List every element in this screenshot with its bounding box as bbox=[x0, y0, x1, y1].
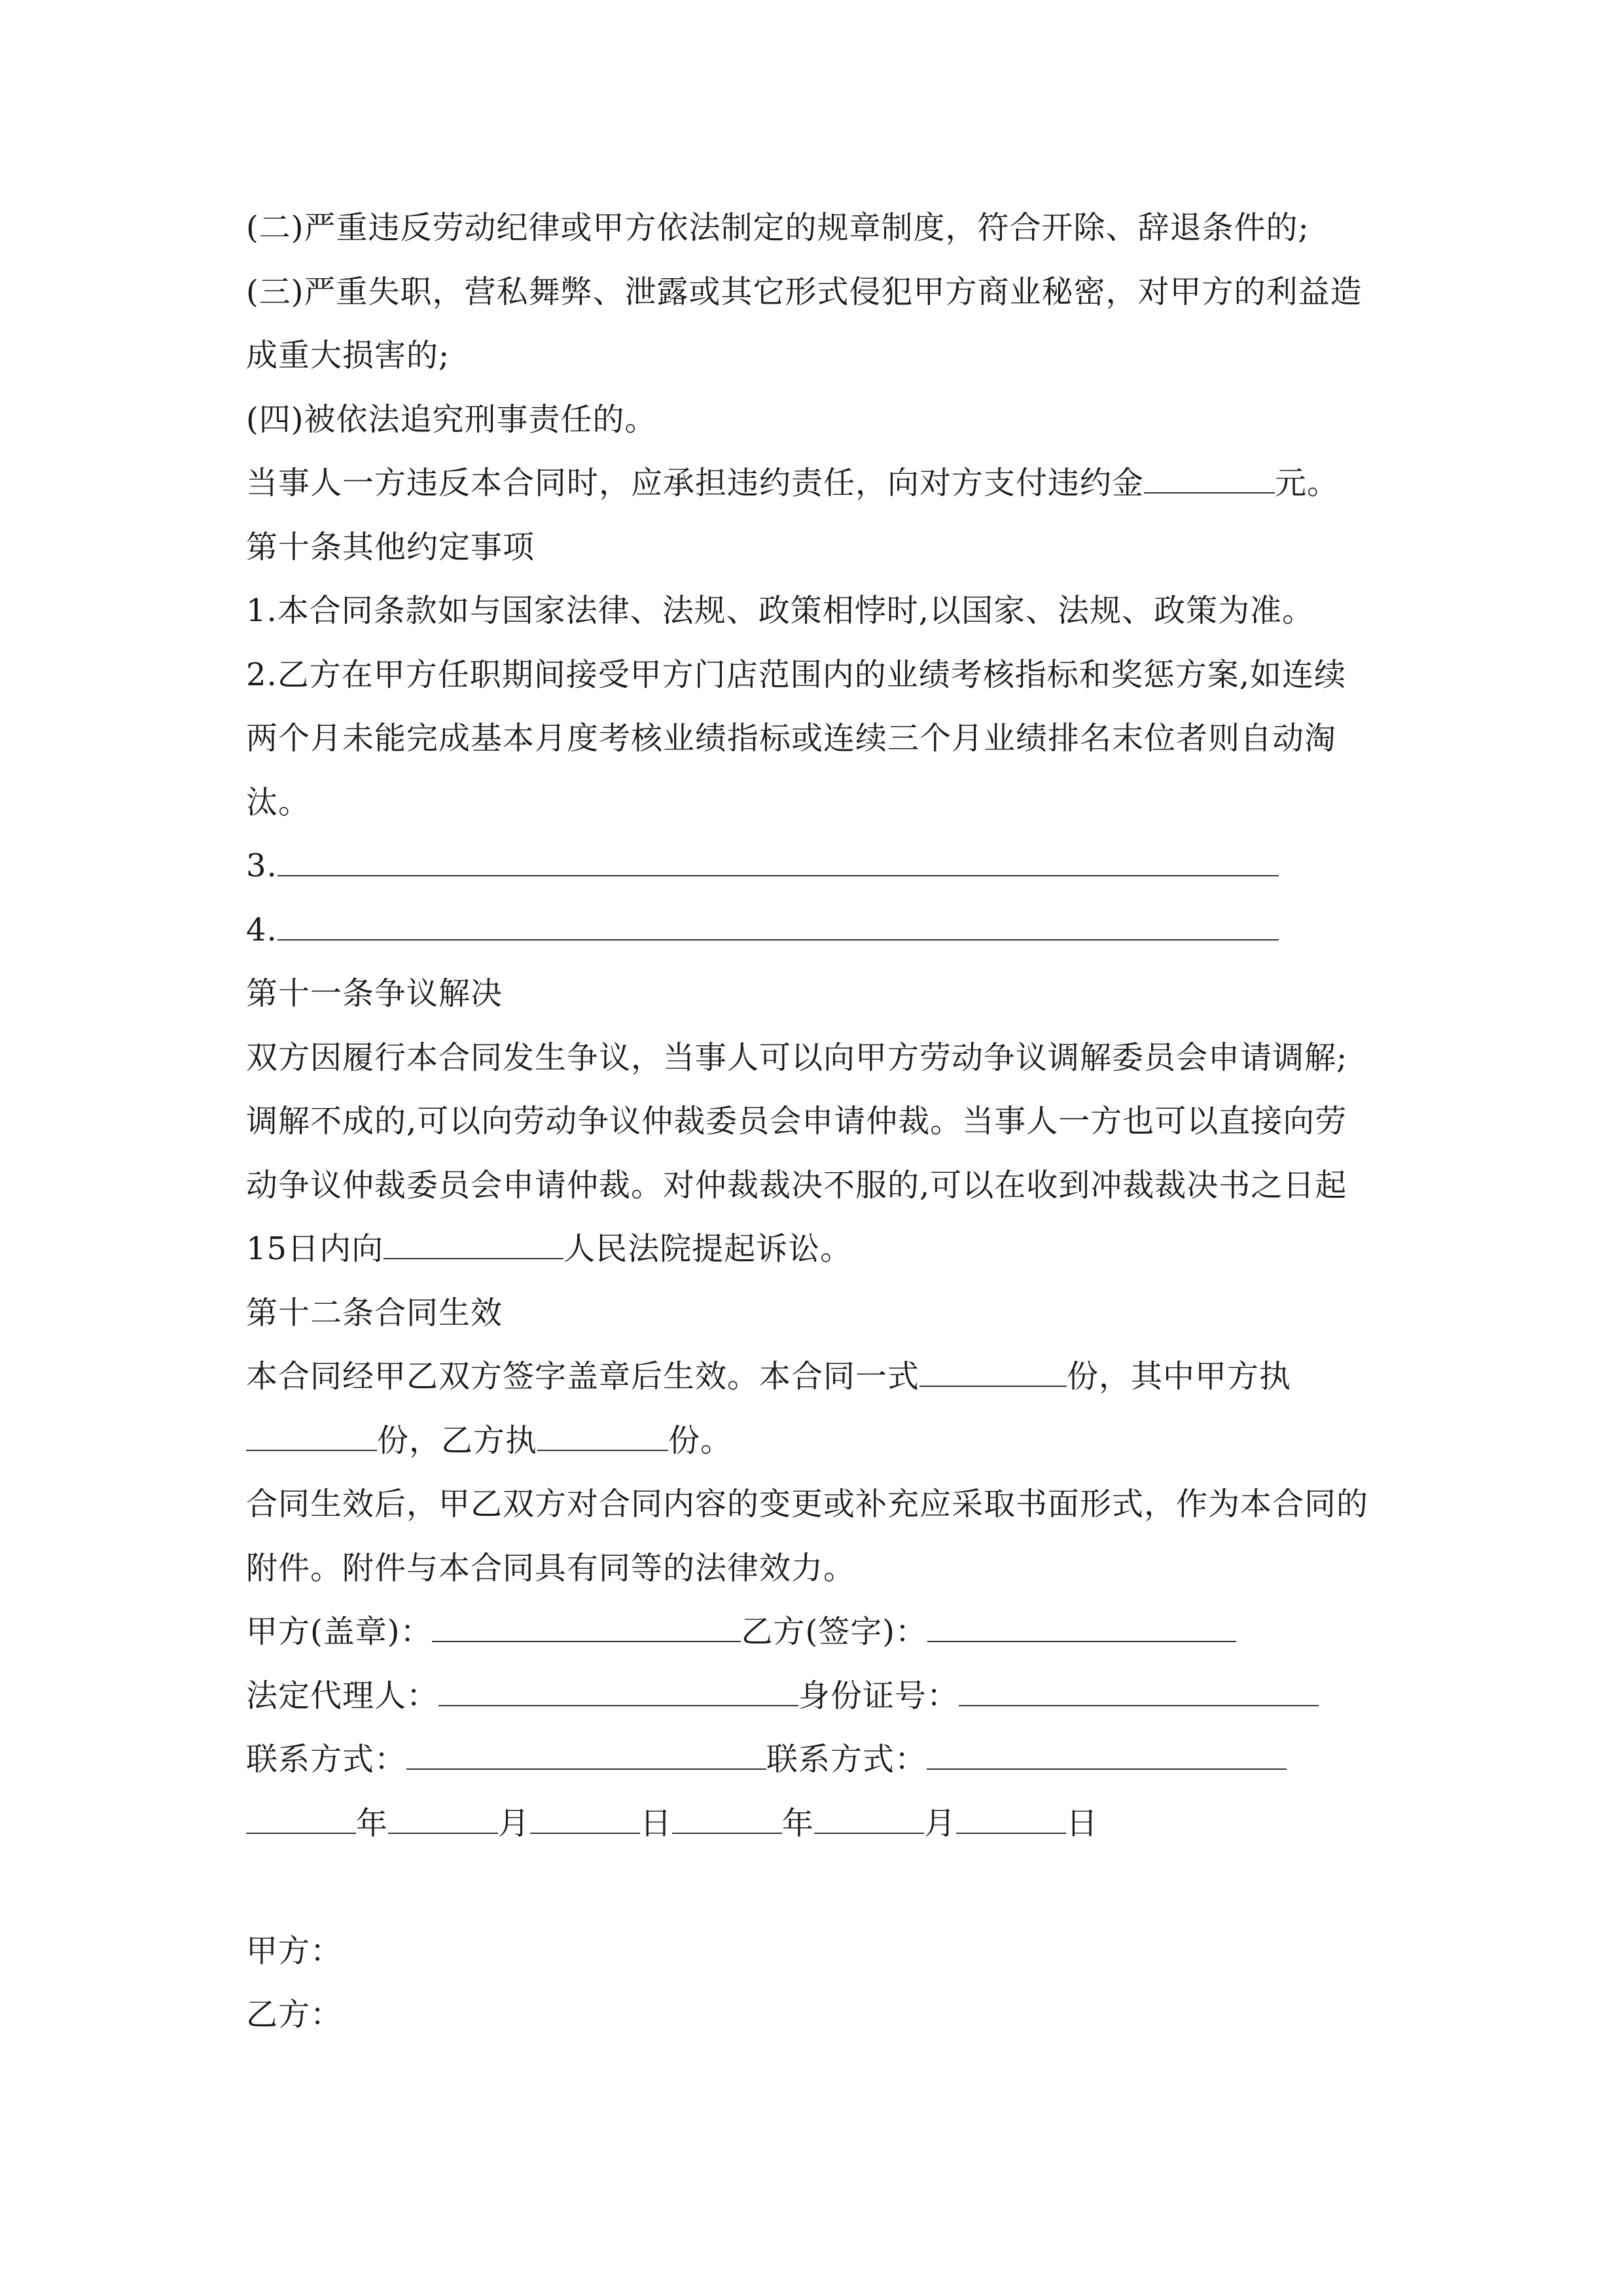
clause-3-line-2: 成重大损害的; bbox=[246, 337, 450, 374]
article-10-heading: 第十条其他约定事项 bbox=[246, 528, 535, 565]
article-12-heading: 第十二条合同生效 bbox=[246, 1294, 503, 1331]
article-11-line-3: 动争议仲裁委员会申请仲裁。对仲裁裁决不服的,可以在收到冲裁裁决书之日起 bbox=[246, 1166, 1347, 1204]
party-a-month-blank[interactable] bbox=[388, 1795, 498, 1834]
party-b-year-blank[interactable] bbox=[672, 1795, 782, 1834]
signature-row-1 bbox=[246, 1600, 1385, 1664]
court-text-after: 人民法院提起诉讼。 bbox=[563, 1230, 853, 1267]
party-a-seal-blank[interactable] bbox=[432, 1603, 741, 1642]
party-a-day-blank[interactable] bbox=[530, 1795, 640, 1834]
article-11-line-2: 调解不成的,可以向劳动争议仲裁委员会申请仲裁。当事人一方也可以直接向劳 bbox=[246, 1103, 1347, 1139]
item-4-number: 4. bbox=[246, 911, 277, 948]
penalty-amount-blank[interactable] bbox=[1144, 454, 1275, 493]
contract-page bbox=[246, 196, 1385, 2047]
party-b-sign-blank[interactable] bbox=[927, 1603, 1236, 1642]
clause-2: (二)严重违反劳动纪律或甲方依法制定的规章制度，符合开除、辞退条件的; bbox=[246, 209, 1310, 246]
year-label: 年 bbox=[356, 1804, 389, 1842]
party-b-month-blank[interactable] bbox=[814, 1795, 924, 1834]
article-12-line-2: 合同生效后，甲乙双方对合同内容的变更或补充应采取书面形式，作为本合同的 bbox=[246, 1486, 1369, 1522]
legal-agent-blank[interactable] bbox=[438, 1667, 798, 1706]
id-number-blank[interactable] bbox=[959, 1667, 1319, 1706]
signature-row-3 bbox=[246, 1728, 1385, 1792]
article-12-line-3: 附件。附件与本合同具有同等的法律效力。 bbox=[246, 1549, 856, 1587]
party-b-copies-blank[interactable] bbox=[537, 1412, 668, 1451]
clause-4: (四)被依法追究刑事责任的。 bbox=[246, 401, 657, 438]
article-10-item-2-line-2: 两个月未能完成基本月度考核业绩指标或连续三个月业绩排名末位者则自动淘 bbox=[246, 720, 1337, 757]
court-name-blank[interactable] bbox=[383, 1220, 563, 1259]
penalty-unit: 元。 bbox=[1275, 465, 1340, 501]
article-10-item-3 bbox=[246, 834, 1385, 899]
month-label: 月 bbox=[924, 1804, 957, 1842]
article-10-item-2-line-1: 2.乙方在甲方任职期间接受甲方门店范围内的业绩考核指标和奖惩方案,如连续 bbox=[246, 656, 1347, 693]
year-label: 年 bbox=[782, 1804, 815, 1842]
article-10-item-1: 1.本合同条款如与国家法律、法规、政策相悖时,以国家、法规、政策为准。 bbox=[246, 592, 1315, 629]
spacer bbox=[246, 1856, 1385, 1920]
article-11-line-1: 双方因履行本合同发生争议，当事人可以向甲方劳动争议调解委员会申请调解; bbox=[246, 1039, 1348, 1076]
copies-text-after: 份，其中甲方执 bbox=[1067, 1358, 1292, 1395]
party-b-copies-text: 份。 bbox=[668, 1422, 733, 1459]
article-11-heading: 第十一条争议解决 bbox=[246, 975, 503, 1012]
contact-a-blank[interactable] bbox=[406, 1731, 766, 1770]
id-number-label: 身份证号： bbox=[798, 1677, 959, 1714]
penalty-line bbox=[246, 452, 1385, 516]
month-label: 月 bbox=[498, 1804, 531, 1842]
signature-row-2 bbox=[246, 1664, 1385, 1729]
article-12-copies-line bbox=[246, 1345, 1385, 1409]
article-12-party-copies-line bbox=[246, 1409, 1385, 1473]
footer-party-a: 甲方： bbox=[246, 1932, 343, 1969]
contact-b-blank[interactable] bbox=[927, 1731, 1287, 1770]
contact-a-label: 联系方式： bbox=[246, 1741, 407, 1778]
legal-agent-label: 法定代理人： bbox=[246, 1677, 439, 1714]
signature-date-row bbox=[246, 1792, 1385, 1856]
total-copies-blank[interactable] bbox=[919, 1348, 1067, 1387]
day-label: 日 bbox=[640, 1804, 673, 1842]
copies-text-before: 本合同经甲乙双方签字盖章后生效。本合同一式 bbox=[246, 1358, 920, 1395]
penalty-text: 当事人一方违反本合同时，应承担违约责任，向对方支付违约金 bbox=[246, 465, 1145, 501]
clause-3-line-1: (三)严重失职，营私舞弊、泄露或其它形式侵犯甲方商业秘密，对甲方的利益造 bbox=[246, 273, 1363, 310]
party-a-copies-blank[interactable] bbox=[246, 1412, 377, 1451]
court-text-before: 15日内向 bbox=[246, 1230, 384, 1267]
item-3-blank[interactable] bbox=[277, 837, 1279, 876]
item-3-number: 3. bbox=[246, 848, 277, 884]
article-10-item-4 bbox=[246, 899, 1385, 963]
item-4-blank[interactable] bbox=[277, 901, 1279, 941]
article-11-court-line bbox=[246, 1217, 1385, 1282]
day-label: 日 bbox=[1066, 1804, 1099, 1842]
party-b-day-blank[interactable] bbox=[956, 1795, 1066, 1834]
party-a-year-blank[interactable] bbox=[246, 1795, 356, 1834]
party-a-seal-label: 甲方(盖章)： bbox=[246, 1613, 433, 1650]
footer-party-b: 乙方： bbox=[246, 1996, 343, 2033]
article-10-item-2-line-3: 汰。 bbox=[246, 783, 311, 821]
party-a-copies-text: 份，乙方执 bbox=[377, 1422, 538, 1459]
contact-b-label: 联系方式： bbox=[766, 1741, 927, 1778]
party-b-sign-label: 乙方(签字)： bbox=[741, 1613, 927, 1650]
